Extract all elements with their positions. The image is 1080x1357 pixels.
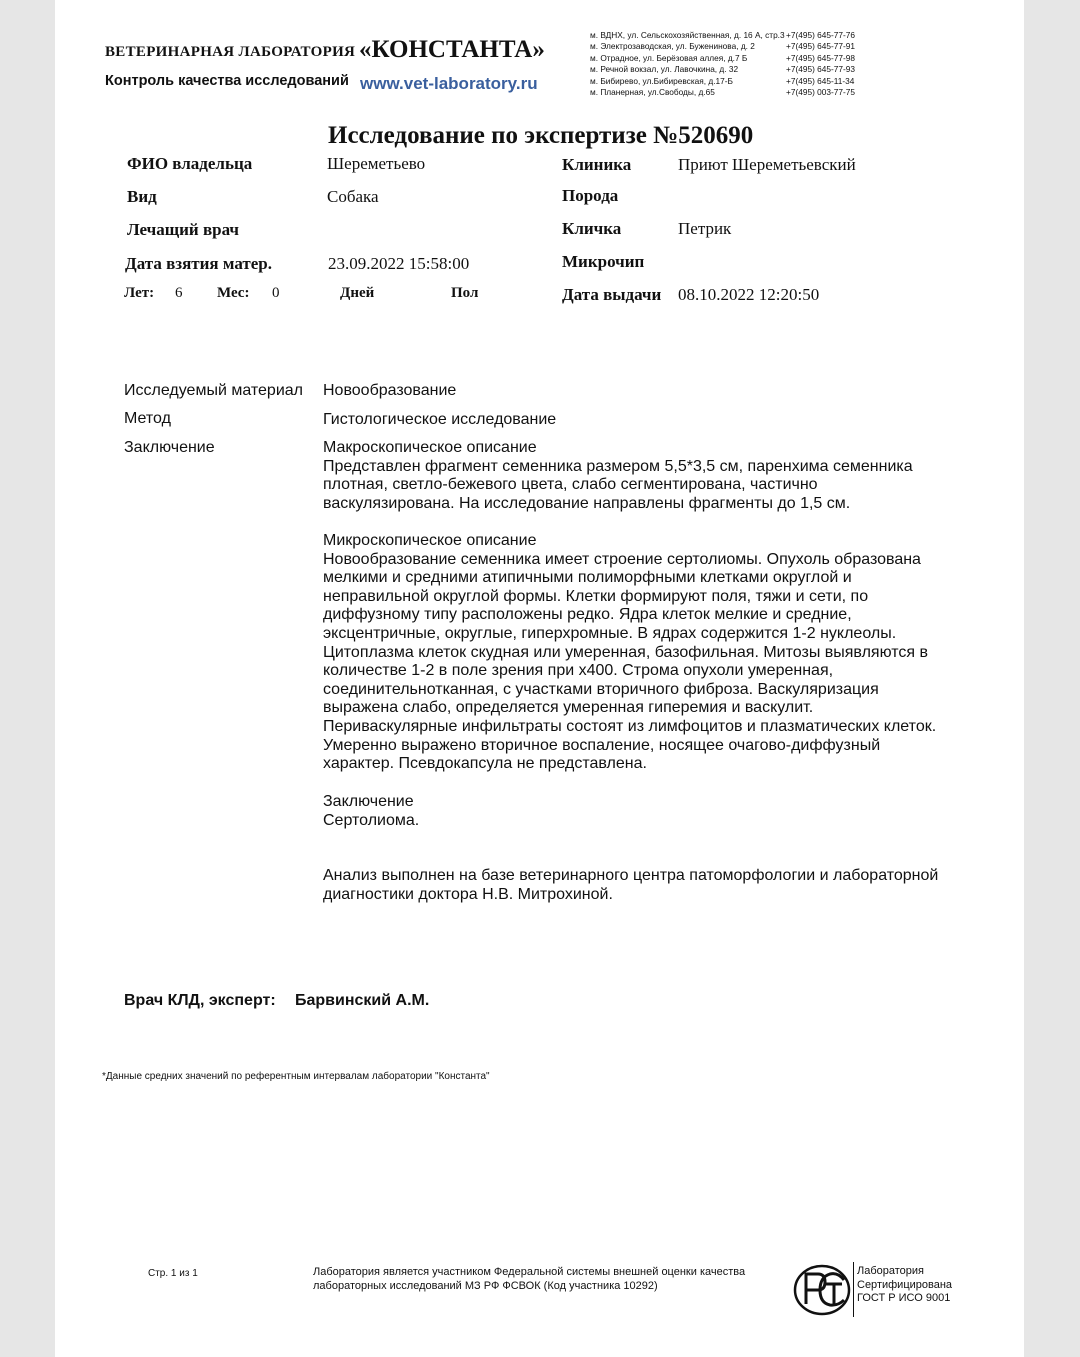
address: м. Отрадное, ул. Берёзовая аллея, д.7 Б: [590, 52, 748, 63]
document-title: Исследование по экспертизе №520690: [328, 122, 754, 149]
species-value: Собака: [327, 187, 379, 206]
chip-label: Микрочип: [562, 252, 645, 271]
micro-line: диффузному типу расположены редко. Ядра клеток мелкие и средние,: [323, 606, 852, 624]
signature-label: Врач КЛД, эксперт:: [124, 992, 276, 1009]
phone: +7(495) 645-77-76: [786, 30, 855, 40]
address-row: [590, 76, 855, 87]
macro-line: Представлен фрагмент семенника размером 5,5*3,5 см, паренхима семенника: [323, 457, 913, 475]
doctor-label: Лечащий врач: [127, 220, 239, 239]
micro-line: Периваскулярные инфильтраты состоят из лимфоцитов и плазматических клеток.: [323, 717, 937, 735]
cert-line: Лаборатория: [857, 1265, 924, 1277]
cert-line: Сертифицирована: [857, 1278, 953, 1291]
address: м. Планерная, ул.Свободы, д.65: [590, 87, 715, 98]
micro-line: Новообразование семенника имеет строение сертолиомы. Опухоль образована: [323, 550, 921, 568]
material-label: Исследуемый материал: [124, 382, 303, 399]
lab-name: ВЕТЕРИНАРНАЯ ЛАБОРАТОРИЯ: [105, 44, 356, 60]
months-label: Мес:: [217, 285, 250, 301]
address: м. Электрозаводская, ул. Буженинова, д. 2: [590, 41, 755, 52]
cert-line: ГОСТ Р ИСО 9001: [857, 1292, 951, 1304]
breed-label: Порода: [562, 186, 619, 205]
final-conclusion: [323, 793, 963, 830]
address-row: [590, 30, 855, 41]
micro-line: соединительнотканная, с участками вторичного фиброза. Васкуляризация: [323, 680, 879, 698]
phone: +7(495) 003-77-75: [786, 87, 855, 98]
macro-line: васкулязирована. На исследование направлены фрагменты до 1,5 см.: [323, 494, 851, 512]
method-label: Метод: [124, 410, 171, 427]
species-label: Вид: [127, 187, 157, 206]
address: м. Бибирево, ул.Бибиревская, д.17-Б: [590, 75, 733, 86]
nickname-value: Петрик: [678, 219, 732, 238]
analysis-note: [323, 867, 963, 904]
sex-label: Пол: [451, 285, 479, 301]
micro-line: мелкими и средними атипичными полиморфными клетками округлой и: [323, 569, 852, 587]
phone: +7(495) 645-77-93: [786, 64, 855, 75]
macro-line: плотная, светло-бежевого цвета, слабо сегментирована, частично: [323, 476, 818, 494]
signature-name: Барвинский А.М.: [295, 992, 430, 1009]
material-value: Новообразование: [323, 382, 457, 399]
owner-value: Шереметьево: [327, 154, 426, 173]
cert-divider: [853, 1262, 854, 1317]
final-value: Сертолиома.: [323, 811, 420, 829]
address: м. Речной вокзал, ул. Лавочкина, д. 32: [590, 64, 739, 75]
days-label: Дней: [340, 285, 375, 301]
issue-date-value: 08.10.2022 12:20:50: [678, 285, 820, 304]
participant-note: [313, 1265, 745, 1293]
phone: +7(495) 645-11-34: [786, 75, 855, 86]
address-list: [590, 30, 855, 98]
years-label: Лет:: [124, 285, 155, 301]
micro-line: Цитоплазма клеток скудная или умеренная, базофильная. Митозы выявляются в: [323, 643, 928, 661]
rst-certification-logo: [792, 1262, 852, 1317]
micro-line: неправильной округлой формы. Клетки формируют поля, тяжи и сети, по: [323, 587, 869, 605]
sample-date-label: Дата взятия матер.: [125, 254, 272, 273]
phone: +7(495) 645-77-91: [786, 41, 855, 52]
lab-brand: «КОНСТАНТА»: [359, 36, 545, 63]
participant-line: Лаборатория является участником Федеральной системы внешней оценки качества: [313, 1266, 746, 1278]
address-row: [590, 87, 855, 98]
address-row: [590, 41, 855, 52]
clinic-label: Клиника: [562, 155, 632, 174]
sample-date-value: 23.09.2022 15:58:00: [328, 254, 470, 273]
micro-line: количестве 1-2 в поле зрения при х400. Строма опухоли умеренная,: [323, 662, 834, 680]
micro-line: Умеренно выражено вторичное воспаление, носящее очагово-диффузный: [323, 736, 881, 754]
note-line: диагностики доктора Н.В. Митрохиной.: [323, 885, 613, 903]
address-row: [590, 64, 855, 75]
address-row: [590, 53, 855, 64]
document-page: [55, 0, 1024, 1357]
micro-description: [323, 532, 963, 774]
lab-tagline: Контроль качества исследований: [105, 73, 349, 89]
note-line: Анализ выполнен на базе ветеринарного центра патоморфологии и лабораторной: [323, 867, 939, 884]
nickname-label: Кличка: [562, 219, 622, 238]
micro-title: Микроскопическое описание: [323, 532, 537, 549]
issue-date-label: Дата выдачи: [562, 285, 662, 304]
macro-title: Макроскопическое описание: [323, 439, 537, 456]
micro-line: выражена слабо, определяется умеренная гиперемия и васкулит.: [323, 699, 814, 717]
conclusion-label: Заключение: [124, 439, 215, 456]
page-number: Стр. 1 из 1: [148, 1268, 198, 1279]
owner-label: ФИО владельца: [127, 154, 253, 173]
micro-line: характер. Псевдокапсула не представлена.: [323, 755, 647, 773]
certification-text: [857, 1265, 952, 1306]
phone: +7(495) 645-77-98: [786, 52, 855, 63]
final-title: Заключение: [323, 793, 414, 810]
lab-website-link[interactable]: www.vet-laboratory.ru: [360, 74, 538, 93]
method-value: Гистологическое исследование: [323, 411, 557, 428]
macro-description: [323, 439, 963, 513]
micro-line: эксцентричные, округлые, гиперхромные. В ядрах содержится 1-2 нуклеолы.: [323, 624, 897, 642]
participant-line: лабораторных исследований МЗ РФ ФСВОК (Код участника 10292): [313, 1280, 658, 1292]
months-value: 0: [272, 285, 280, 301]
years-value: 6: [175, 285, 183, 301]
clinic-value: Приют Шереметьевский: [678, 155, 856, 174]
address: м. ВДНХ, ул. Сельскохозяйственная, д. 16 А, стр.3: [590, 30, 785, 40]
footnote: *Данные средних значений по референтным интервалам лаборатории "Константа": [102, 1071, 490, 1082]
